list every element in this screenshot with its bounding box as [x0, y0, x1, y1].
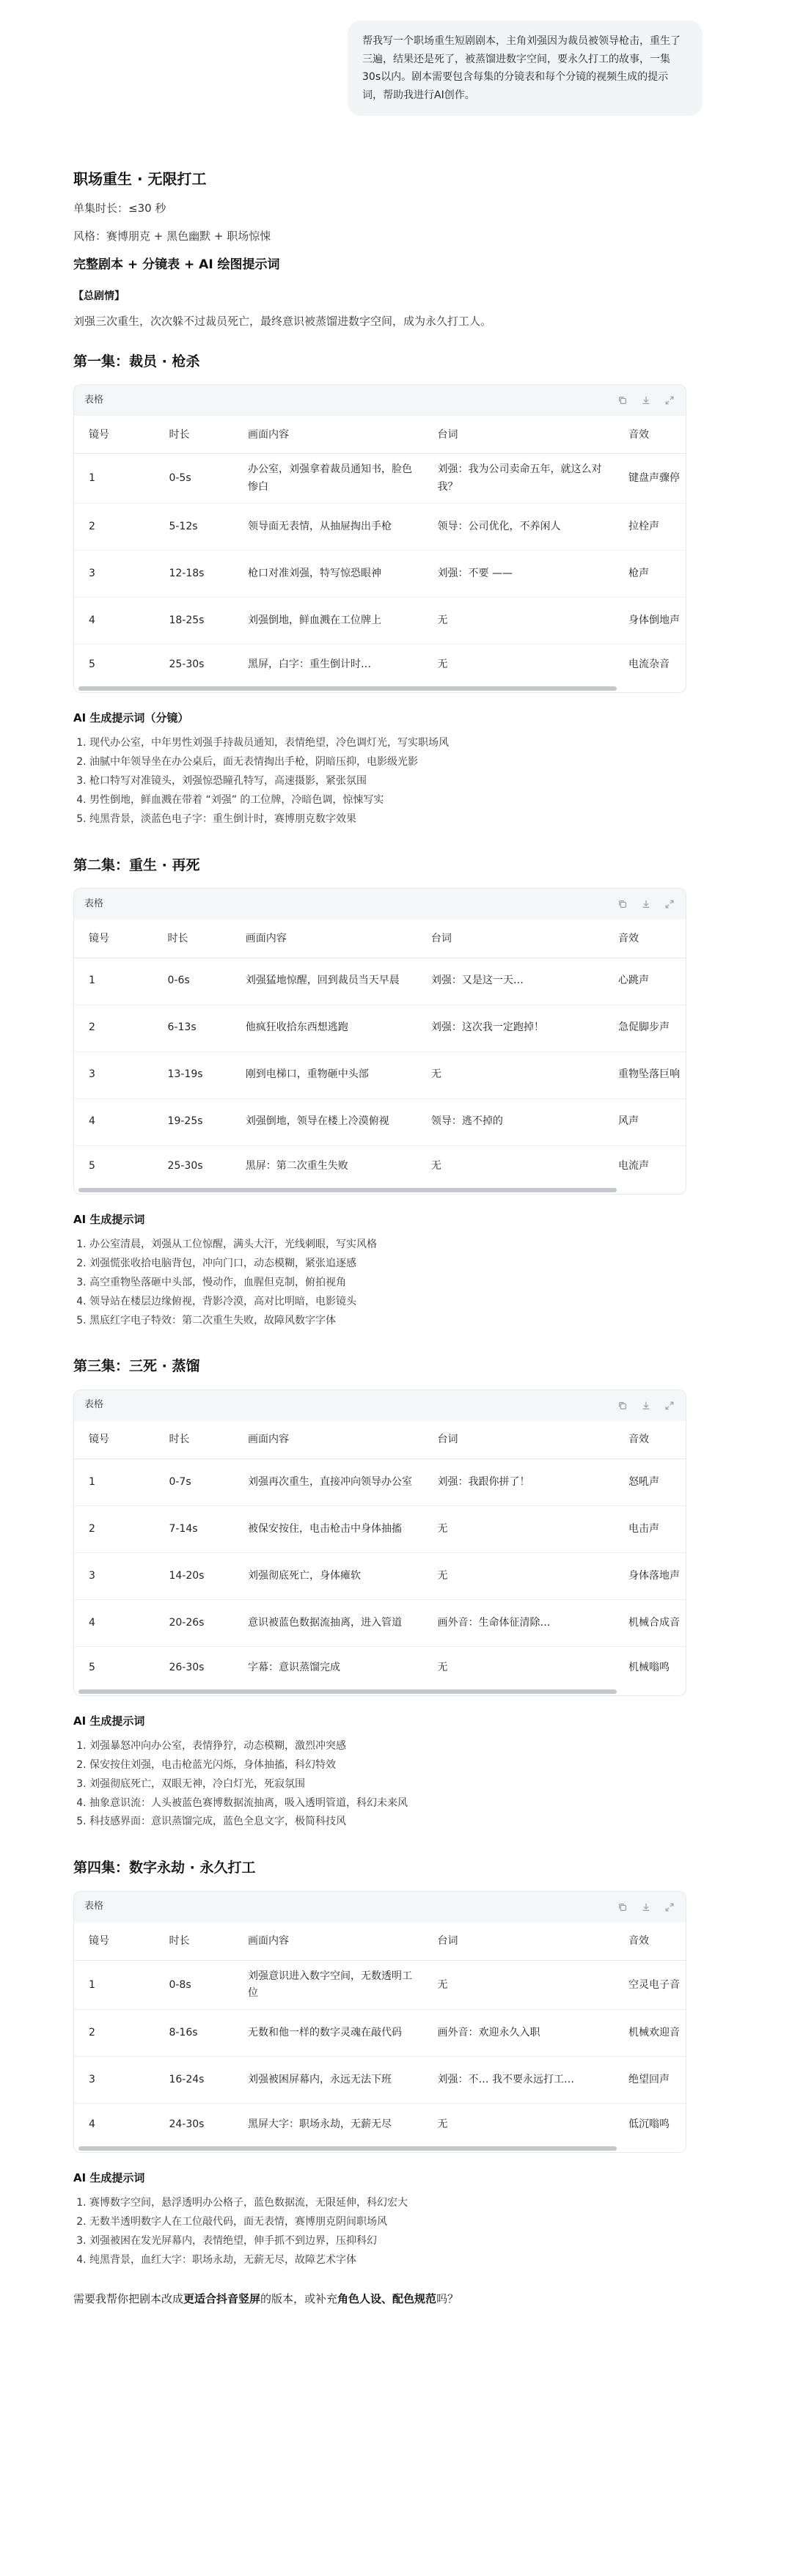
ai-prompt-item: 2. 刘强慌张收拾电脑背包，冲向门口，动态模糊，紧张追逐感 [89, 1255, 686, 1274]
table-cell: 机械合成音 [614, 1600, 686, 1647]
table-cell: 黑屏：第二次重生失败 [245, 1159, 348, 1172]
table-cell: 领导：公司优化，不养闲人 [423, 503, 614, 550]
table-cell: 意识被蓝色数据流抽离，进入管道 [233, 1600, 422, 1647]
table-cell: 枪口对准刘强，特写惊恐眼神 [233, 550, 422, 597]
table-cell: 领导：逃不掉的 [417, 1098, 604, 1145]
table-cell: 无 [430, 1159, 441, 1172]
table-cell: 3 [74, 1553, 154, 1600]
table-row [74, 550, 686, 597]
column-header: 镜号 [74, 1923, 154, 1961]
ai-prompts-title: AI 生成提示词 [73, 2170, 145, 2184]
download-icon[interactable] [640, 395, 652, 406]
column-header: 画面内容 [231, 920, 417, 958]
ai-prompt-item: 5. 科技感界面：意识蒸馏完成，蓝色全息文字，极简科技风 [89, 1813, 686, 1832]
table-cell: 刘强：我为公司卖命五年，就这么对我？ [423, 454, 614, 503]
table-row [74, 1052, 686, 1098]
table-row [74, 1553, 686, 1600]
ai-prompt-item: 4. 抽象意识流：人头被蓝色赛博数据流抽离，吸入透明管道，科幻未来风 [89, 1794, 686, 1813]
episode-duration: 单集时长：≤30 秒 [73, 202, 166, 215]
table-cell: 1 [74, 454, 154, 503]
table-cell: 18-25s [154, 597, 233, 644]
table-cell: 拉栓声 [614, 503, 686, 550]
table-cell: 黑屏，白字：重生倒计时… [248, 658, 372, 670]
table-cell: 无 [423, 1553, 614, 1600]
table-cell: 7-14s [154, 1506, 233, 1553]
follow-up-bold-2: 角色人设、配色规范 [337, 2292, 437, 2306]
ai-prompt-item: 5. 纯黑背景，淡蓝色电子字：重生倒计时，赛博朋克数字效果 [89, 810, 686, 829]
copy-icon[interactable] [617, 395, 628, 406]
table-cell: 身体落地声 [614, 1553, 686, 1600]
horizontal-scrollbar[interactable] [74, 1688, 686, 1695]
table-header-bar [74, 1390, 686, 1421]
ai-prompts-title: AI 生成提示词 [73, 1213, 145, 1226]
scrollbar-thumb[interactable] [78, 2146, 617, 2151]
table-cell: 他疯狂收拾东西想逃跑 [231, 1005, 417, 1052]
column-header: 音效 [614, 416, 686, 454]
column-header: 镜号 [74, 920, 153, 958]
scrollbar-thumb[interactable] [78, 686, 617, 691]
ai-prompts-list [73, 2194, 686, 2270]
follow-up-prefix: 需要我帮你把剧本改成 [73, 2292, 184, 2306]
column-header: 画面内容 [233, 1923, 422, 1961]
table-cell: 5-12s [154, 503, 233, 550]
table-cell: 1 [74, 958, 153, 1005]
column-header: 音效 [604, 920, 686, 958]
table-tools [617, 898, 675, 910]
episode-section [73, 1857, 686, 2269]
ai-prompt-item: 5. 黑底红字电子特效：第二次重生失败，故障风数字字体 [89, 1312, 686, 1331]
expand-icon[interactable] [664, 395, 675, 406]
column-header: 时长 [153, 920, 231, 958]
storyboard-table [73, 1390, 686, 1696]
table-row [74, 503, 686, 550]
table-cell: 绝望回声 [614, 2057, 686, 2104]
column-header: 时长 [154, 1421, 233, 1459]
column-header: 台词 [423, 1421, 614, 1459]
episode-title: 第二集：重生 · 再死 [73, 856, 200, 873]
column-header: 时长 [154, 1923, 233, 1961]
shot-table [74, 1923, 686, 2145]
table-row [74, 958, 686, 1005]
table-cell: 电流声 [617, 1159, 649, 1172]
table-cell: 刘强倒地，领导在楼上冷漠俯视 [231, 1098, 417, 1145]
table-header-bar [74, 1892, 686, 1923]
summary-label: 【总剧情】 [73, 290, 125, 303]
episode-title: 第三集：三死 · 蒸馏 [73, 1358, 200, 1375]
episodes-container [73, 351, 686, 2270]
table-cell: 刘强再次重生，直接冲向领导办公室 [233, 1459, 422, 1506]
table-cell: 心跳声 [604, 958, 686, 1005]
table-cell: 刘强：这次我一定跑掉！ [417, 1005, 604, 1052]
table-row [74, 1506, 686, 1553]
scrollbar-thumb[interactable] [78, 1689, 617, 1694]
episode-title: 第四集：数字永劫 · 永久打工 [73, 1860, 256, 1876]
ai-prompt-item: 1. 现代办公室，中年男性刘强手持裁员通知，表情绝望，冷色调灯光，写实职场风 [89, 734, 686, 753]
expand-icon[interactable] [664, 1400, 675, 1412]
table-row [74, 1647, 686, 1688]
storyboard-table [73, 384, 686, 693]
expand-icon[interactable] [664, 898, 675, 910]
table-cell: 4 [89, 2118, 95, 2130]
table-row [74, 644, 686, 685]
copy-icon[interactable] [617, 898, 628, 910]
shot-table [74, 1421, 686, 1688]
download-icon[interactable] [640, 1901, 652, 1913]
table-cell: 无 [423, 1506, 614, 1553]
ai-prompt-item: 2. 保安按住刘强，电击枪蓝光闪烁，身体抽搐，科幻特效 [89, 1756, 686, 1775]
table-cell: 8-16s [154, 2010, 233, 2057]
table-row [74, 2057, 686, 2104]
ai-prompt-item: 4. 男性倒地，鲜血溅在带着 “刘强” 的工位牌，冷暗色调，惊悚写实 [89, 791, 686, 810]
table-cell: 刚到电梯口，重物砸中头部 [231, 1052, 417, 1098]
table-cell: 无 [417, 1052, 604, 1098]
table-cell: 3 [74, 550, 154, 597]
table-cell: 24-30s [169, 2118, 205, 2130]
ai-prompt-item: 3. 刘强彻底死亡，双眼无神，冷白灯光，死寂氛围 [89, 1775, 686, 1794]
table-cell: 刘强意识进入数字空间，无数透明工位 [233, 1961, 422, 2010]
table-cell: 怒吼声 [614, 1459, 686, 1506]
ai-prompt-item: 2. 无数半透明数字人在工位敲代码，面无表情，赛博朋克阴间职场风 [89, 2213, 686, 2232]
expand-icon[interactable] [664, 1901, 675, 1913]
table-cell: 2 [74, 503, 154, 550]
table-cell: 黑屏大字：职场永劫，无薪无尽 [248, 2118, 392, 2130]
table-cell: 画外音：生命体征清除… [423, 1600, 614, 1647]
table-cell: 0-7s [154, 1459, 233, 1506]
horizontal-scrollbar[interactable] [74, 685, 686, 692]
ai-prompt-item: 1. 赛博数字空间，悬浮透明办公格子，蓝色数据流，无限延伸，科幻宏大 [89, 2194, 686, 2213]
table-header-row [74, 1421, 686, 1459]
style-line: 风格：赛博朋克 + 黑色幽默 + 职场惊悚 [73, 230, 271, 243]
table-cell: 6-13s [153, 1005, 231, 1052]
table-cell: 机械欢迎音 [614, 2010, 686, 2057]
table-row [74, 1961, 686, 2010]
ai-prompts-list [73, 1236, 686, 1330]
column-header: 画面内容 [233, 416, 422, 454]
table-label: 表格 [84, 898, 104, 909]
table-cell: 枪声 [614, 550, 686, 597]
table-header-bar [74, 889, 686, 920]
copy-icon[interactable] [617, 1400, 628, 1412]
table-row [74, 1459, 686, 1506]
table-cell: 无 [423, 597, 614, 644]
table-cell: 16-24s [154, 2057, 233, 2104]
table-row [74, 1098, 686, 1145]
table-cell: 2 [74, 2010, 154, 2057]
doc-subtitle: 完整剧本 + 分镜表 + AI 绘图提示词 [73, 257, 280, 272]
storyboard-table [73, 888, 686, 1195]
episode-section [73, 1355, 686, 1832]
storyboard-table [73, 1891, 686, 2153]
user-message-bubble: 帮我写一个职场重生短剧剧本，主角刘强因为裁员被领导枪击，重生了三遍，结果还是死了，被蒸馏进数字空间，要永久打工的故事，一集30s以内。剧本需要包含每集的分镜表和每个分镜的视频生成的提示词，帮助我进行AI创作。 [348, 21, 703, 116]
ai-prompts-list [73, 1737, 686, 1832]
download-icon[interactable] [640, 1400, 652, 1412]
table-header-row [74, 920, 686, 958]
table-cell: 刘强猛地惊醒，回到裁员当天早晨 [231, 958, 417, 1005]
ai-prompt-item: 4. 纯黑背景，血红大字：职场永劫，无薪无尽，故障艺术字体 [89, 2251, 686, 2270]
table-cell: 重物坠落巨响 [604, 1052, 686, 1098]
table-cell: 办公室，刘强拿着裁员通知书，脸色惨白 [233, 454, 422, 503]
table-cell: 刘强彻底死亡，身体瘫软 [233, 1553, 422, 1600]
scrollbar-thumb[interactable] [78, 1188, 617, 1192]
table-row [74, 1145, 686, 1186]
table-cell: 19-25s [153, 1098, 231, 1145]
table-cell: 5 [89, 658, 95, 670]
table-cell: 4 [74, 597, 154, 644]
table-cell: 无 [423, 1961, 614, 2010]
table-cell: 刘强倒地，鲜血溅在工位牌上 [233, 597, 422, 644]
table-cell: 无数和他一样的数字灵魂在敲代码 [233, 2010, 422, 2057]
table-cell: 无 [437, 2118, 448, 2130]
table-row [74, 2010, 686, 2057]
table-cell: 3 [74, 1052, 153, 1098]
table-cell: 2 [74, 1005, 153, 1052]
table-cell: 5 [89, 1159, 95, 1172]
doc-title: 职场重生 · 无限打工 [73, 170, 207, 188]
table-cell: 无 [437, 1661, 448, 1673]
table-cell: 1 [74, 1961, 154, 2010]
table-label: 表格 [84, 1399, 104, 1411]
episode-section [73, 351, 686, 829]
table-cell: 刘强：不要 —— [423, 550, 614, 597]
table-label: 表格 [84, 394, 104, 406]
shot-table [74, 416, 686, 685]
table-row [74, 454, 686, 503]
table-cell: 25-30s [167, 1159, 203, 1172]
table-cell: 键盘声骤停 [614, 454, 686, 503]
table-label: 表格 [84, 1901, 104, 1912]
column-header: 台词 [417, 920, 604, 958]
column-header: 音效 [614, 1923, 686, 1961]
table-cell: 无 [437, 658, 448, 670]
table-cell: 电击声 [614, 1506, 686, 1553]
table-cell: 被保安按住，电击枪击中身体抽搐 [233, 1506, 422, 1553]
episode-title: 第一集：裁员 · 枪杀 [73, 353, 200, 370]
table-cell: 刘强被困屏幕内，永远无法下班 [233, 2057, 422, 2104]
table-cell: 2 [74, 1506, 154, 1553]
column-header: 时长 [154, 416, 233, 454]
ai-prompts-title: AI 生成提示词 [73, 1714, 145, 1728]
ai-prompt-item: 1. 刘强暴怒冲向办公室，表情狰狞，动态模糊，激烈冲突感 [89, 1737, 686, 1756]
table-cell: 低沉嗡鸣 [628, 2118, 670, 2130]
ai-prompt-item: 2. 油腻中年领导坐在办公桌后，面无表情掏出手枪，阴暗压抑，电影级光影 [89, 753, 686, 772]
ai-prompt-item: 1. 办公室清晨，刘强从工位惊醒，满头大汗，光线刺眼，写实风格 [89, 1236, 686, 1255]
column-header: 台词 [423, 1923, 614, 1961]
table-cell: 12-18s [154, 550, 233, 597]
ai-prompt-item: 4. 领导站在楼层边缘俯视，背影冷漠，高对比明暗，电影镜头 [89, 1293, 686, 1312]
table-cell: 身体倒地声 [614, 597, 686, 644]
episode-section [73, 854, 686, 1331]
column-header: 台词 [423, 416, 614, 454]
table-cell: 0-8s [154, 1961, 233, 2010]
ai-prompts-title: AI 生成提示词（分镜） [73, 711, 189, 725]
ai-prompts-list [73, 734, 686, 829]
column-header: 音效 [614, 1421, 686, 1459]
column-header: 画面内容 [233, 1421, 422, 1459]
table-cell: 领导面无表情，从抽屉掏出手枪 [233, 503, 422, 550]
table-cell: 急促脚步声 [604, 1005, 686, 1052]
copy-icon[interactable] [617, 1901, 628, 1913]
ai-prompt-item: 3. 枪口特写对准镜头，刘强惊恐瞳孔特写，高速摄影，紧张氛围 [89, 772, 686, 791]
table-cell: 刘强：又是这一天… [417, 958, 604, 1005]
assistant-response [0, 116, 776, 2308]
table-row [74, 2104, 686, 2145]
table-cell: 4 [74, 1098, 153, 1145]
table-cell: 14-20s [154, 1553, 233, 1600]
horizontal-scrollbar[interactable] [74, 1186, 686, 1194]
table-tools [617, 1901, 675, 1913]
table-row [74, 1005, 686, 1052]
table-cell: 3 [74, 2057, 154, 2104]
table-row [74, 597, 686, 644]
table-cell: 4 [74, 1600, 154, 1647]
table-cell: 13-19s [153, 1052, 231, 1098]
shot-table [74, 920, 686, 1186]
table-cell: 5 [89, 1661, 95, 1673]
follow-up-suffix: 吗？ [436, 2292, 459, 2306]
user-message-row [0, 0, 792, 116]
ai-prompt-item: 3. 高空重物坠落砸中头部，慢动作，血腥但克制，俯拍视角 [89, 1274, 686, 1293]
table-tools [617, 1400, 675, 1412]
ai-prompt-item: 3. 刘强被困在发光屏幕内，表情绝望，伸手抓不到边界，压抑科幻 [89, 2232, 686, 2251]
table-cell: 1 [74, 1459, 154, 1506]
column-header: 镜号 [74, 416, 154, 454]
table-row [74, 1600, 686, 1647]
table-cell: 画外音：欢迎永久入职 [423, 2010, 614, 2057]
table-tools [617, 395, 675, 406]
table-cell: 电流杂音 [628, 658, 670, 670]
table-cell: 20-26s [154, 1600, 233, 1647]
table-cell: 刘强：不… 我不要永远打工… [423, 2057, 614, 2104]
table-cell: 0-6s [153, 958, 231, 1005]
summary-text: 刘强三次重生，次次躲不过裁员死亡，最终意识被蒸馏进数字空间，成为永久打工人。 [73, 314, 492, 328]
follow-up-question [73, 2290, 686, 2308]
table-header-row [74, 416, 686, 454]
table-cell: 机械嗡鸣 [628, 1661, 670, 1673]
table-cell: 风声 [604, 1098, 686, 1145]
horizontal-scrollbar[interactable] [74, 2145, 686, 2152]
table-cell: 0-5s [154, 454, 233, 503]
table-cell: 字幕：意识蒸馏完成 [248, 1661, 341, 1673]
follow-up-middle: 的版本，或补充 [260, 2292, 338, 2306]
table-header-bar [74, 385, 686, 416]
table-cell: 26-30s [169, 1661, 205, 1673]
table-cell: 刘强：我跟你拼了！ [423, 1459, 614, 1506]
table-header-row [74, 1923, 686, 1961]
column-header: 镜号 [74, 1421, 154, 1459]
table-cell: 25-30s [169, 658, 205, 670]
download-icon[interactable] [640, 898, 652, 910]
follow-up-bold-1: 更适合抖音竖屏 [183, 2292, 261, 2306]
table-cell: 空灵电子音 [614, 1961, 686, 2010]
